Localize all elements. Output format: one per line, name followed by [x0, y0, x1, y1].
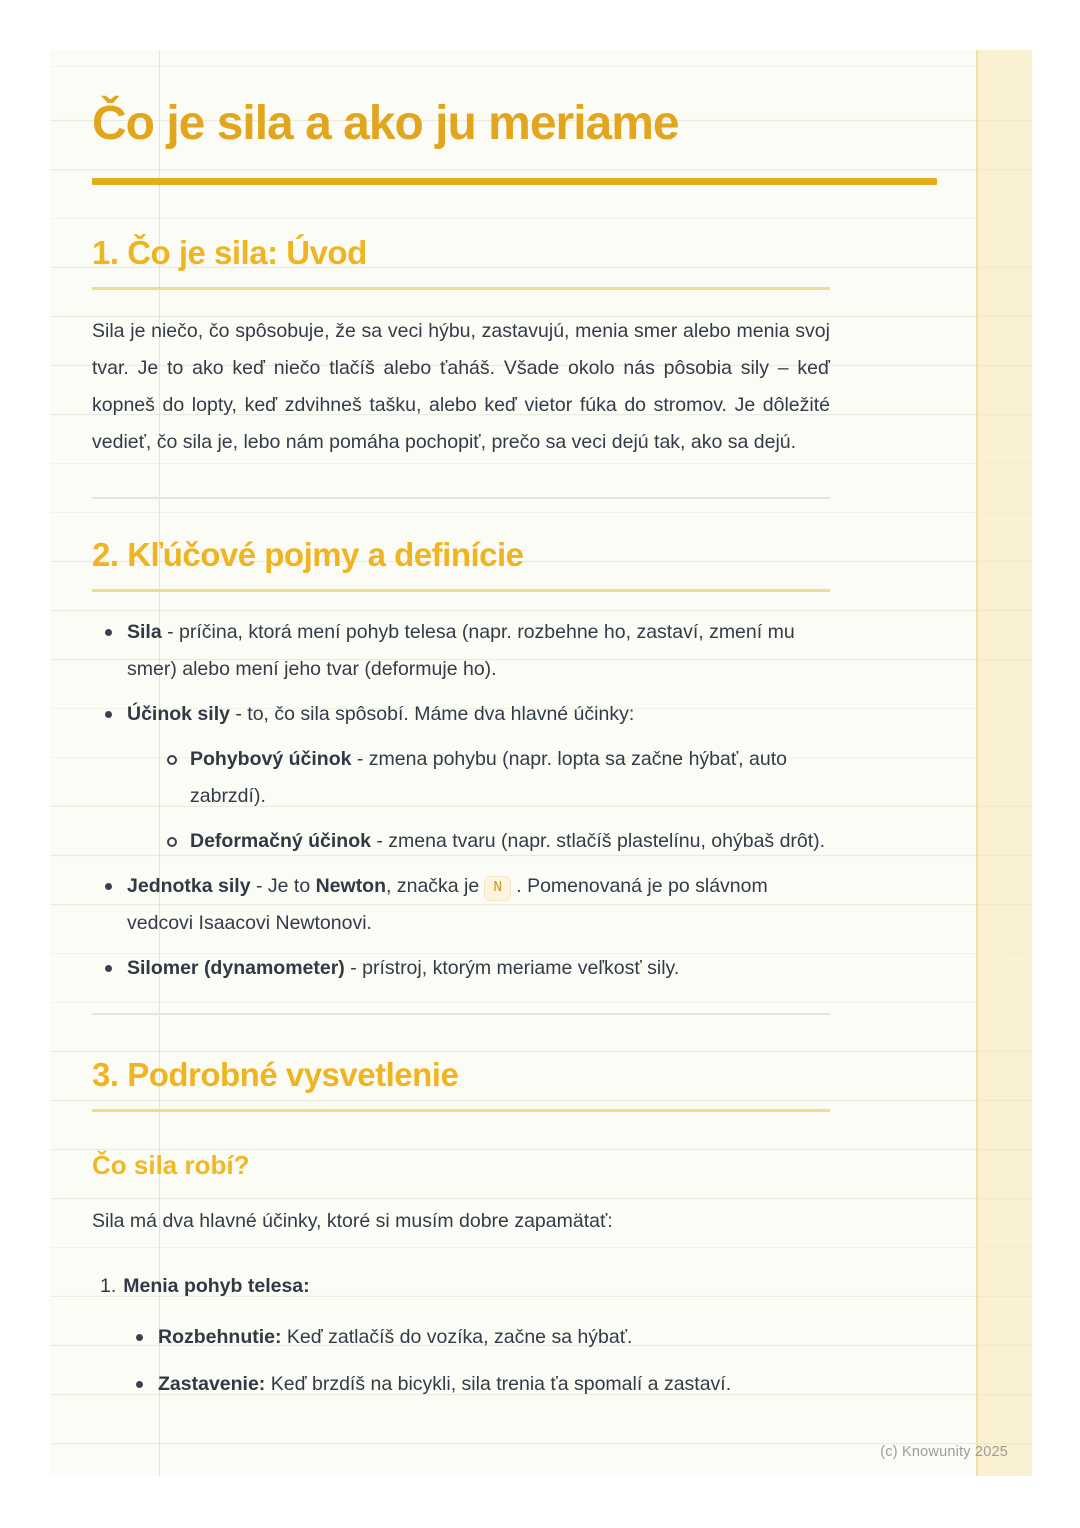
numbered-item-number: 1. — [100, 1275, 117, 1297]
definition-pohybovy-ucinok: - zmena pohybu (napr. lopta sa začne hýbať, auto zabrzdí). — [190, 748, 787, 807]
notebook-margin-band — [976, 50, 1032, 1476]
subsection-heading: Čo sila robí? — [92, 1150, 250, 1180]
section-1-paragraph: Sila je niečo, čo spôsobuje, že sa veci hýbu, zastavujú, menia smer alebo menia svoj tvar. Je to ako keď niečo tlačíš alebo ťaháš. Všade okolo nás pôsobia sily – keď kopneš do lopty, keď zdvihneš tašku, alebo keď vietor fúka do stromov. Je dôležité vedieť, čo sila je, lebo nám pomáha pochopiť, prečo sa veci dejú tak, ako sa dejú. — [92, 320, 830, 453]
jednotka-text-3: . Pomenovaná je po slávnom vedcovi Isaacovi Newtonovi. — [127, 875, 768, 934]
list-item-pohybovy-ucinok — [158, 741, 830, 815]
definition-silomer: - prístroj, ktorým meriame veľkosť sily. — [344, 957, 680, 979]
term-newton: Newton — [315, 875, 387, 897]
numbered-item-1 — [92, 1270, 830, 1303]
section-3-paragraph: Sila má dva hlavné účinky, ktoré si musím dobre zapamätať: — [92, 1210, 613, 1232]
list-item-silomer — [92, 950, 830, 987]
list-item-rozbehnutie — [123, 1319, 830, 1356]
section-2-underline — [92, 589, 830, 592]
motion-examples-list — [123, 1319, 830, 1403]
numbered-item-label: Menia pohyb telesa: — [123, 1275, 310, 1297]
section-3-heading: 3. Podrobné vysvetlenie — [92, 1056, 459, 1093]
jednotka-text-2: , značka je — [386, 875, 480, 897]
list-item-jednotka-sily — [92, 868, 830, 942]
section-divider — [92, 497, 830, 499]
term-pohybovy-ucinok: Pohybový účinok — [190, 748, 352, 770]
example-zastavenie: Keď brzdíš na bicykli, sila trenia ťa spomalí a zastaví. — [265, 1373, 732, 1395]
section-divider — [92, 1013, 830, 1015]
list-item-zastavenie — [123, 1366, 830, 1403]
definition-ucinok-sily: - to, čo sila spôsobí. Máme dva hlavné účinky: — [229, 703, 635, 725]
term-rozbehnutie: Rozbehnutie: — [158, 1326, 282, 1348]
definition-deformacny-ucinok: - zmena tvaru (napr. stlačíš plastelínu, ohýbaš drôt). — [370, 830, 826, 852]
section-2-heading: 2. Kľúčové pojmy a definície — [92, 536, 524, 573]
effects-sublist — [158, 741, 830, 860]
definitions-list — [92, 614, 830, 987]
jednotka-text-1: - Je to — [250, 875, 316, 897]
notebook-page — [50, 50, 1032, 1476]
page-title: Čo je sila a ako ju meriame — [92, 97, 679, 150]
list-item-deformacny-ucinok — [158, 823, 830, 860]
example-rozbehnutie: Keď zatlačíš do vozíka, začne sa hýbať. — [281, 1326, 633, 1348]
list-item-sila — [92, 614, 830, 688]
newton-unit-badge: N — [484, 876, 511, 901]
title-underline — [92, 178, 937, 185]
term-jednotka-sily: Jednotka sily — [127, 875, 251, 897]
section-1-underline — [92, 287, 830, 290]
document-content — [50, 50, 830, 1403]
term-ucinok-sily: Účinok sily — [127, 703, 230, 725]
list-item-ucinok-sily — [92, 696, 830, 860]
term-deformacny-ucinok: Deformačný účinok — [190, 830, 371, 852]
copyright-credit: (c) Knowunity 2025 — [880, 1444, 1008, 1460]
section-3-underline — [92, 1109, 830, 1112]
section-1-heading: 1. Čo je sila: Úvod — [92, 234, 367, 271]
term-silomer: Silomer (dynamometer) — [127, 957, 345, 979]
term-zastavenie: Zastavenie: — [158, 1373, 266, 1395]
term-sila: Sila — [127, 621, 162, 643]
definition-sila: - príčina, ktorá mení pohyb telesa (napr. rozbehne ho, zastaví, zmení mu smer) alebo mení jeho tvar (deformuje ho). — [127, 621, 795, 680]
